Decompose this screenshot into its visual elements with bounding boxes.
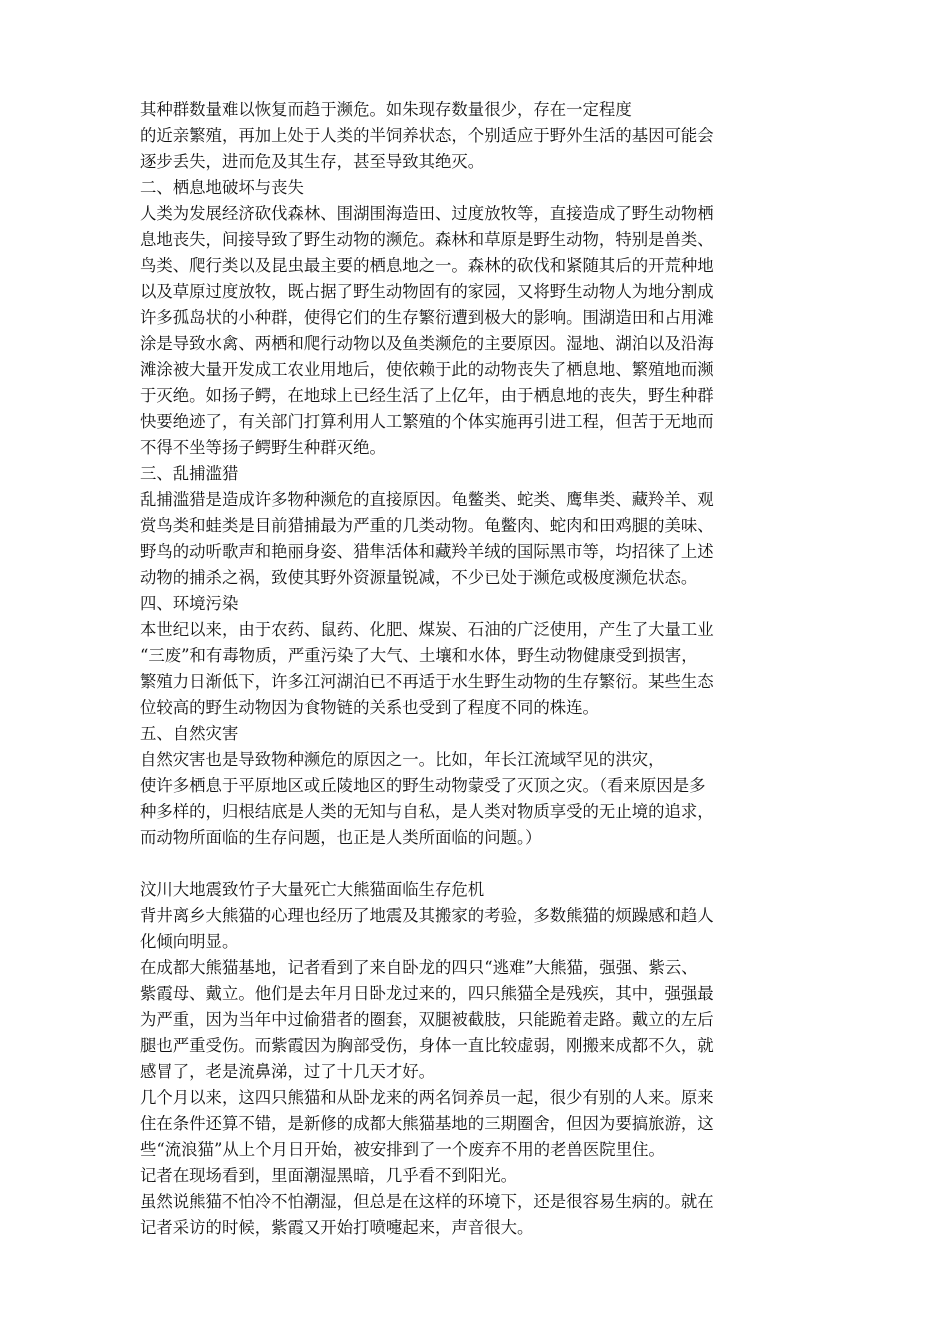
paragraph-line: 繁殖力日渐低下，许多江河湖泊已不再适于水生野生动物的生存繁衍。某些生态 <box>140 672 714 691</box>
paragraph-line: 种多样的，归根结底是人类的无知与自私，是人类对物质享受的无止境的追求， <box>140 802 714 821</box>
paragraph-line: 不得不坐等扬子鳄野生种群灭绝。 <box>140 438 386 457</box>
paragraph-line: 于灭绝。如扬子鳄，在地球上已经生活了上亿年，由于栖息地的丧失，野生种群 <box>140 386 714 405</box>
paragraph-line: 感冒了，老是流鼻涕，过了十几天才好。 <box>140 1062 436 1081</box>
paragraph-line: 动物的捕杀之祸，致使其野外资源量锐减，不少已处于濒危或极度濒危状态。 <box>140 568 698 587</box>
paragraph-line: 几个月以来，这四只熊猫和从卧龙来的两名饲养员一起，很少有别的人来。原来 <box>140 1088 714 1107</box>
paragraph-line: 为严重，因为当年中过偷猎者的圈套，双腿被截肢，只能跪着走路。戴立的左后 <box>140 1010 714 1029</box>
paragraph-line: 化倾向明显。 <box>140 932 239 951</box>
section-pollution <box>140 591 820 721</box>
paragraph-line: 息地丧失，间接导致了野生动物的濒危。森林和草原是野生动物，特别是兽类、 <box>140 230 714 249</box>
paragraph-line: 快要绝迹了，有关部门打算利用人工繁殖的个体实施再引进工程，但苦于无地而 <box>140 412 714 431</box>
section-overexploitation-tail <box>140 97 820 175</box>
paragraph-line: 以及草原过度放牧，既占据了野生动物固有的家园，又将野生动物人为地分割成 <box>140 282 714 301</box>
paragraph-line: 赏鸟类和蛙类是目前猎捕最为严重的几类动物。龟鳖肉、蛇肉和田鸡腿的美味、 <box>140 516 714 535</box>
paragraph-line: “三废”和有毒物质，严重污染了大气、土壤和水体，野生动物健康受到损害， <box>140 646 698 665</box>
section-heading: 五、自然灾害 <box>140 724 239 743</box>
paragraph-line: 住在条件还算不错，是新修的成都大熊猫基地的三期圈舍，但因为要搞旅游，这 <box>140 1114 714 1133</box>
paragraph-line: 腿也严重受伤。而紫霞因为胸部受伤，身体一直比较虚弱，刚搬来成都不久，就 <box>140 1036 714 1055</box>
section-heading: 二、栖息地破坏与丧失 <box>140 178 304 197</box>
paragraph-line: 记者在现场看到，里面潮湿黑暗，几乎看不到阳光。 <box>140 1166 517 1185</box>
paragraph-line: 紫霞母、戴立。他们是去年月日卧龙过来的，四只熊猫全是残疾，其中，强强最 <box>140 984 714 1003</box>
paragraph-line: 自然灾害也是导致物种濒危的原因之一。比如，年长江流域罕见的洪灾， <box>140 750 665 769</box>
paragraph-line: 乱捕滥猎是造成许多物种濒危的直接原因。龟鳖类、蛇类、鹰隼类、藏羚羊、观 <box>140 490 714 509</box>
paragraph-line: 的近亲繁殖，再加上处于人类的半饲养状态，个别适应于野外生活的基因可能会 <box>140 126 714 145</box>
paragraph-line: 逐步丢失，进而危及其生存，甚至导致其绝灭。 <box>140 152 485 171</box>
paragraph-line: 而动物所面临的生存问题，也正是人类所面临的问题。） <box>140 828 542 847</box>
paragraph-line: 滩涂被大量开发成工农业用地后，使依赖于此的动物丧失了栖息地、繁殖地而濒 <box>140 360 714 379</box>
section-natural-disasters <box>140 721 820 851</box>
paragraph-line: 人类为发展经济砍伐森林、围湖围海造田、过度放牧等，直接造成了野生动物栖 <box>140 204 714 223</box>
blank-line <box>140 851 820 877</box>
paragraph-line: 背井离乡大熊猫的心理也经历了地震及其搬家的考验，多数熊猫的烦躁感和趋人 <box>140 906 714 925</box>
section-heading: 四、环境污染 <box>140 594 239 613</box>
section-habitat-loss <box>140 175 820 461</box>
paragraph-line: 虽然说熊猫不怕冷不怕潮湿，但总是在这样的环境下，还是很容易生病的。就在 <box>140 1192 714 1211</box>
paragraph-line: 许多孤岛状的小种群，使得它们的生存繁衍遭到极大的影响。围湖造田和占用滩 <box>140 308 714 327</box>
paragraph-line: 些“流浪猫”从上个月日开始，被安排到了一个废弃不用的老兽医院里住。 <box>140 1140 665 1159</box>
section-heading: 三、乱捕滥猎 <box>140 464 239 483</box>
section-panda-article <box>140 877 820 1241</box>
paragraph-line: 本世纪以来，由于农药、鼠药、化肥、煤炭、石油的广泛使用，产生了大量工业 <box>140 620 714 639</box>
paragraph-line: 涂是导致水禽、两栖和爬行动物以及鱼类濒危的主要原因。湿地、湖泊以及沿海 <box>140 334 714 353</box>
paragraph-line: 记者采访的时候，紫霞又开始打喷嚏起来，声音很大。 <box>140 1218 534 1237</box>
article-title: 汶川大地震致竹子大量死亡大熊猫面临生存危机 <box>140 880 485 899</box>
paragraph-line: 在成都大熊猫基地，记者看到了来自卧龙的四只“逃难”大熊猫，强强、紫云、 <box>140 958 698 977</box>
paragraph-line: 野鸟的动听歌声和艳丽身姿、猎隼活体和藏羚羊绒的国际黑市等，均招徕了上述 <box>140 542 714 561</box>
section-poaching <box>140 461 820 591</box>
paragraph-line: 位较高的野生动物因为食物链的关系也受到了程度不同的株连。 <box>140 698 599 717</box>
document-body <box>140 97 820 1241</box>
paragraph-line: 鸟类、爬行类以及昆虫最主要的栖息地之一。森林的砍伐和紧随其后的开荒种地 <box>140 256 714 275</box>
paragraph-line: 使许多栖息于平原地区或丘陵地区的野生动物蒙受了灭顶之灾。（看来原因是多 <box>140 776 706 795</box>
paragraph-line: 其种群数量难以恢复而趋于濒危。如朱现存数量很少，存在一定程度 <box>140 100 632 119</box>
